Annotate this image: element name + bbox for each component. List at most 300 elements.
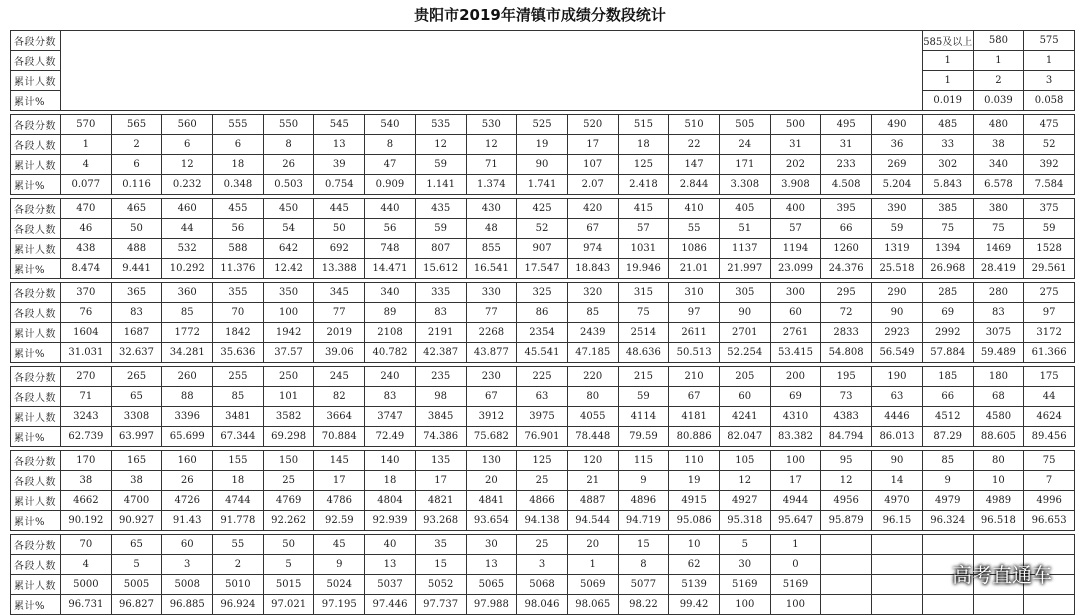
cell-counts: 59 bbox=[1024, 219, 1075, 239]
cell-counts: 12 bbox=[415, 135, 466, 155]
cell-cumulative: 26 bbox=[263, 155, 314, 175]
cell-cumulative: 2439 bbox=[567, 323, 618, 343]
cell-percent: 59.489 bbox=[973, 343, 1024, 363]
cell-scores: 380 bbox=[973, 199, 1024, 219]
cell-scores: 485 bbox=[922, 115, 973, 135]
cell-scores: 565 bbox=[111, 115, 162, 135]
cell-counts: 83 bbox=[973, 303, 1024, 323]
cell-counts: 17 bbox=[314, 471, 365, 491]
cell-counts: 2 bbox=[111, 135, 162, 155]
cell-cumulative: 4700 bbox=[111, 491, 162, 511]
cell-scores: 530 bbox=[466, 115, 517, 135]
table-row bbox=[11, 407, 1075, 427]
row-label-percent: 累计% bbox=[11, 511, 61, 531]
cell-cumulative: 233 bbox=[821, 155, 872, 175]
cell-cumulative: 5052 bbox=[415, 575, 466, 595]
row-label-cumulative: 累计人数 bbox=[11, 575, 61, 595]
cell-counts: 25 bbox=[517, 471, 568, 491]
cell-counts: 97 bbox=[669, 303, 720, 323]
cell-percent: 90.927 bbox=[111, 511, 162, 531]
cell-percent: 97.737 bbox=[415, 595, 466, 615]
cell-counts: 70 bbox=[213, 303, 264, 323]
row-label-cumulative: 累计人数 bbox=[11, 239, 61, 259]
cell-cumulative: 4310 bbox=[770, 407, 821, 427]
cell-cumulative: 4927 bbox=[719, 491, 770, 511]
cell-cumulative: 4956 bbox=[821, 491, 872, 511]
cell-cumulative: 125 bbox=[618, 155, 669, 175]
cell-counts: 18 bbox=[365, 471, 416, 491]
table-row bbox=[11, 259, 1075, 279]
cell-counts: 12 bbox=[719, 471, 770, 491]
cell-cumulative: 5015 bbox=[263, 575, 314, 595]
cell-scores: 480 bbox=[973, 115, 1024, 135]
cell-scores: 195 bbox=[821, 367, 872, 387]
cell-percent: 94.544 bbox=[567, 511, 618, 531]
cell-counts: 21 bbox=[567, 471, 618, 491]
cell-scores: 160 bbox=[162, 451, 213, 471]
cell-counts: 57 bbox=[770, 219, 821, 239]
cell-cumulative: 3582 bbox=[263, 407, 314, 427]
cell-scores: 20 bbox=[567, 535, 618, 555]
cell-scores: 470 bbox=[61, 199, 112, 219]
cell-scores: 220 bbox=[567, 367, 618, 387]
cell-counts: 20 bbox=[466, 471, 517, 491]
cell-percent: 91.778 bbox=[213, 511, 264, 531]
cell-scores: 275 bbox=[1024, 283, 1075, 303]
cell-scores: 15 bbox=[618, 535, 669, 555]
cell-cumulative: 4446 bbox=[872, 407, 923, 427]
cell-percent: 92.262 bbox=[263, 511, 314, 531]
cell-cumulative: 3308 bbox=[111, 407, 162, 427]
cell-scores: 375 bbox=[1024, 199, 1075, 219]
cell-counts: 89 bbox=[365, 303, 416, 323]
cell-scores: 180 bbox=[973, 367, 1024, 387]
table-row bbox=[11, 427, 1075, 447]
cell-percent: 65.699 bbox=[162, 427, 213, 447]
cell-percent: 8.474 bbox=[61, 259, 112, 279]
cell-cumulative: 807 bbox=[415, 239, 466, 259]
row-label-score: 各段分数 bbox=[11, 199, 61, 219]
cell-counts: 75 bbox=[973, 219, 1024, 239]
cell-cumulative: 4181 bbox=[669, 407, 720, 427]
cell-scores: 240 bbox=[365, 367, 416, 387]
cell-counts: 5 bbox=[263, 555, 314, 575]
cell-percent: 2.844 bbox=[669, 175, 720, 195]
cell-scores: 55 bbox=[213, 535, 264, 555]
cell-scores: 120 bbox=[567, 451, 618, 471]
cell-counts: 8 bbox=[365, 135, 416, 155]
cell-cumulative: 5139 bbox=[669, 575, 720, 595]
cell-percent: 5.843 bbox=[922, 175, 973, 195]
cell-percent: 100 bbox=[770, 595, 821, 615]
cell-counts: 38 bbox=[111, 471, 162, 491]
cell-counts: 22 bbox=[669, 135, 720, 155]
cell-counts: 19 bbox=[517, 135, 568, 155]
row-label-score: 各段分数 bbox=[11, 115, 61, 135]
cell-percent: 97.195 bbox=[314, 595, 365, 615]
cell-cumulative: 2833 bbox=[821, 323, 872, 343]
cell-cumulative: 1394 bbox=[922, 239, 973, 259]
cell-cumulative: 4786 bbox=[314, 491, 365, 511]
table-row bbox=[11, 175, 1075, 195]
cell-cumulative: 202 bbox=[770, 155, 821, 175]
table-row bbox=[11, 219, 1075, 239]
cell-counts: 67 bbox=[669, 387, 720, 407]
cell-percent: 82.047 bbox=[719, 427, 770, 447]
cell-cumulative: 6 bbox=[111, 155, 162, 175]
cell-scores bbox=[1024, 535, 1075, 555]
cell-percent: 25.518 bbox=[872, 259, 923, 279]
cell-counts: 13 bbox=[314, 135, 365, 155]
cell-counts: 50 bbox=[111, 219, 162, 239]
cell-cumulative: 2514 bbox=[618, 323, 669, 343]
cell-scores: 370 bbox=[61, 283, 112, 303]
cell-percent: 11.376 bbox=[213, 259, 264, 279]
cell-cumulative: 2611 bbox=[669, 323, 720, 343]
cell-percent: 92.59 bbox=[314, 511, 365, 531]
cell-counts: 3 bbox=[162, 555, 213, 575]
cell-counts: 1 bbox=[567, 555, 618, 575]
cell-cumulative: 692 bbox=[314, 239, 365, 259]
cell-scores: 280 bbox=[973, 283, 1024, 303]
cell-scores: 465 bbox=[111, 199, 162, 219]
cell-counts: 2 bbox=[213, 555, 264, 575]
cell-scores: 235 bbox=[415, 367, 466, 387]
cell-scores: 260 bbox=[162, 367, 213, 387]
cell-cumulative: 2923 bbox=[872, 323, 923, 343]
cell-cumulative: 4769 bbox=[263, 491, 314, 511]
cell-counts: 85 bbox=[162, 303, 213, 323]
cell-counts: 77 bbox=[314, 303, 365, 323]
cell-counts: 9 bbox=[922, 471, 973, 491]
cell-scores: 165 bbox=[111, 451, 162, 471]
cell-percent: 100 bbox=[719, 595, 770, 615]
cell-percent: 80.886 bbox=[669, 427, 720, 447]
cell-percent: 0.503 bbox=[263, 175, 314, 195]
cell-counts: 67 bbox=[466, 387, 517, 407]
row-label-score: 各段分数 bbox=[11, 367, 61, 387]
cell-counts bbox=[821, 555, 872, 575]
cell-scores: 510 bbox=[669, 115, 720, 135]
cell-cumulative: 4996 bbox=[1024, 491, 1075, 511]
cell-counts: 31 bbox=[770, 135, 821, 155]
cell-percent: 7.584 bbox=[1024, 175, 1075, 195]
row-label-cumulative: 累计人数 bbox=[11, 155, 61, 175]
cell-cumulative: 1086 bbox=[669, 239, 720, 259]
cell-percent: 92.939 bbox=[365, 511, 416, 531]
cell-cumulative: 5065 bbox=[466, 575, 517, 595]
cell-cumulative: 5169 bbox=[719, 575, 770, 595]
cell-scores: 415 bbox=[618, 199, 669, 219]
cell-scores: 455 bbox=[213, 199, 264, 219]
cell-scores: 570 bbox=[61, 115, 112, 135]
cell-percent: 24.376 bbox=[821, 259, 872, 279]
cell-scores: 540 bbox=[365, 115, 416, 135]
cell-percent bbox=[922, 595, 973, 615]
cell-scores bbox=[872, 535, 923, 555]
cell-cumulative: 39 bbox=[314, 155, 365, 175]
cell-scores: 50 bbox=[263, 535, 314, 555]
cell-counts: 97 bbox=[1024, 303, 1075, 323]
cell-scores: 345 bbox=[314, 283, 365, 303]
cell-counts: 3 bbox=[517, 555, 568, 575]
cell-counts: 98 bbox=[415, 387, 466, 407]
cell-cumulative: 4896 bbox=[618, 491, 669, 511]
cell-scores: 355 bbox=[213, 283, 264, 303]
cell-cumulative: 5068 bbox=[517, 575, 568, 595]
cell-percent: 16.541 bbox=[466, 259, 517, 279]
cell-scores: 65 bbox=[111, 535, 162, 555]
cell-counts: 60 bbox=[770, 303, 821, 323]
cell-scores: 300 bbox=[770, 283, 821, 303]
cell-percent: 1.374 bbox=[466, 175, 517, 195]
cell-percent bbox=[821, 595, 872, 615]
cell-scores: 285 bbox=[922, 283, 973, 303]
cell-scores: 250 bbox=[263, 367, 314, 387]
table-row bbox=[11, 343, 1075, 363]
table-row bbox=[11, 71, 1075, 91]
row-label-cumulative: 累计人数 bbox=[11, 491, 61, 511]
cell-percent: 88.605 bbox=[973, 427, 1024, 447]
cell-scores: 580 bbox=[973, 31, 1024, 51]
cell-counts: 26 bbox=[162, 471, 213, 491]
cell-percent: 12.42 bbox=[263, 259, 314, 279]
cell-scores: 40 bbox=[365, 535, 416, 555]
cell-percent: 0.077 bbox=[61, 175, 112, 195]
cell-scores: 505 bbox=[719, 115, 770, 135]
cell-counts: 1 bbox=[922, 51, 973, 71]
cell-percent: 96.653 bbox=[1024, 511, 1075, 531]
cell-scores: 115 bbox=[618, 451, 669, 471]
cell-cumulative: 147 bbox=[669, 155, 720, 175]
cell-percent bbox=[872, 595, 923, 615]
cell-scores: 10 bbox=[669, 535, 720, 555]
cell-percent: 0.116 bbox=[111, 175, 162, 195]
cell-counts: 57 bbox=[618, 219, 669, 239]
cell-cumulative: 4944 bbox=[770, 491, 821, 511]
cell-cumulative: 4580 bbox=[973, 407, 1024, 427]
cell-percent: 15.612 bbox=[415, 259, 466, 279]
cell-scores: 550 bbox=[263, 115, 314, 135]
table-row bbox=[11, 135, 1075, 155]
cell-scores: 330 bbox=[466, 283, 517, 303]
cell-percent: 0.348 bbox=[213, 175, 264, 195]
cell-scores: 410 bbox=[669, 199, 720, 219]
cell-counts: 48 bbox=[466, 219, 517, 239]
cell-cumulative: 1469 bbox=[973, 239, 1024, 259]
cell-counts: 85 bbox=[213, 387, 264, 407]
cell-scores: 95 bbox=[821, 451, 872, 471]
cell-percent: 1.141 bbox=[415, 175, 466, 195]
cell-percent: 17.547 bbox=[517, 259, 568, 279]
cell-counts: 80 bbox=[567, 387, 618, 407]
cell-cumulative: 4989 bbox=[973, 491, 1024, 511]
cell-counts: 13 bbox=[466, 555, 517, 575]
cell-scores: 445 bbox=[314, 199, 365, 219]
cell-cumulative: 4114 bbox=[618, 407, 669, 427]
cell-percent: 47.185 bbox=[567, 343, 618, 363]
cell-scores: 145 bbox=[314, 451, 365, 471]
cell-cumulative bbox=[821, 575, 872, 595]
cell-scores: 430 bbox=[466, 199, 517, 219]
cell-counts: 69 bbox=[922, 303, 973, 323]
cell-cumulative: 4241 bbox=[719, 407, 770, 427]
cell-cumulative: 171 bbox=[719, 155, 770, 175]
table-row bbox=[11, 387, 1075, 407]
cell-scores: 405 bbox=[719, 199, 770, 219]
cell-cumulative: 2268 bbox=[466, 323, 517, 343]
cell-counts: 83 bbox=[365, 387, 416, 407]
cell-cumulative: 4915 bbox=[669, 491, 720, 511]
cell-scores: 255 bbox=[213, 367, 264, 387]
cell-scores: 150 bbox=[263, 451, 314, 471]
table-row bbox=[11, 51, 1075, 71]
row-label-count: 各段人数 bbox=[11, 135, 61, 155]
cell-cumulative: 3664 bbox=[314, 407, 365, 427]
cell-percent: 72.49 bbox=[365, 427, 416, 447]
cell-counts: 10 bbox=[973, 471, 1024, 491]
cell-percent: 3.308 bbox=[719, 175, 770, 195]
cell-cumulative: 5169 bbox=[770, 575, 821, 595]
cell-percent: 79.59 bbox=[618, 427, 669, 447]
cell-counts: 82 bbox=[314, 387, 365, 407]
cell-cumulative: 4662 bbox=[61, 491, 112, 511]
row-label-score: 各段分数 bbox=[11, 451, 61, 471]
cell-counts: 5 bbox=[111, 555, 162, 575]
cell-cumulative: 5005 bbox=[111, 575, 162, 595]
cell-counts: 12 bbox=[821, 471, 872, 491]
cell-percent: 95.086 bbox=[669, 511, 720, 531]
cell-cumulative: 4383 bbox=[821, 407, 872, 427]
cell-cumulative: 5010 bbox=[213, 575, 264, 595]
cell-scores: 210 bbox=[669, 367, 720, 387]
cell-cumulative: 2992 bbox=[922, 323, 973, 343]
cell-scores: 135 bbox=[415, 451, 466, 471]
cell-scores: 200 bbox=[770, 367, 821, 387]
table-row bbox=[11, 323, 1075, 343]
cell-cumulative: 2108 bbox=[365, 323, 416, 343]
row-label-count: 各段人数 bbox=[11, 387, 61, 407]
row-label-count: 各段人数 bbox=[11, 471, 61, 491]
cell-scores: 60 bbox=[162, 535, 213, 555]
cell-scores: 310 bbox=[669, 283, 720, 303]
cell-cumulative: 3396 bbox=[162, 407, 213, 427]
cell-cumulative: 302 bbox=[922, 155, 973, 175]
cell-counts: 90 bbox=[872, 303, 923, 323]
cell-counts: 63 bbox=[872, 387, 923, 407]
cell-percent: 91.43 bbox=[162, 511, 213, 531]
cell-percent: 5.204 bbox=[872, 175, 923, 195]
cell-scores: 400 bbox=[770, 199, 821, 219]
cell-cumulative: 1 bbox=[922, 71, 973, 91]
cell-cumulative: 1528 bbox=[1024, 239, 1075, 259]
cell-cumulative: 1319 bbox=[872, 239, 923, 259]
cell-percent: 50.513 bbox=[669, 343, 720, 363]
cell-scores: 5 bbox=[719, 535, 770, 555]
table-row bbox=[11, 451, 1075, 471]
cell-scores: 365 bbox=[111, 283, 162, 303]
cell-counts: 25 bbox=[263, 471, 314, 491]
cell-counts: 14 bbox=[872, 471, 923, 491]
cell-counts: 1 bbox=[1024, 51, 1075, 71]
cell-percent: 94.719 bbox=[618, 511, 669, 531]
table-row bbox=[11, 535, 1075, 555]
cell-percent: 93.268 bbox=[415, 511, 466, 531]
cell-cumulative: 4726 bbox=[162, 491, 213, 511]
cell-counts: 46 bbox=[61, 219, 112, 239]
cell-scores: 90 bbox=[872, 451, 923, 471]
cell-percent: 98.046 bbox=[517, 595, 568, 615]
row-label-percent: 累计% bbox=[11, 259, 61, 279]
cell-percent: 56.549 bbox=[872, 343, 923, 363]
cell-cumulative: 532 bbox=[162, 239, 213, 259]
cell-percent: 99.42 bbox=[669, 595, 720, 615]
cell-counts: 17 bbox=[770, 471, 821, 491]
cell-cumulative: 1772 bbox=[162, 323, 213, 343]
cell-counts: 86 bbox=[517, 303, 568, 323]
cell-cumulative: 4866 bbox=[517, 491, 568, 511]
cell-counts: 18 bbox=[618, 135, 669, 155]
cell-scores: 155 bbox=[213, 451, 264, 471]
cell-counts: 51 bbox=[719, 219, 770, 239]
cell-percent: 57.884 bbox=[922, 343, 973, 363]
cell-percent: 76.901 bbox=[517, 427, 568, 447]
cell-scores: 555 bbox=[213, 115, 264, 135]
table-row bbox=[11, 91, 1075, 111]
cell-cumulative: 2 bbox=[973, 71, 1024, 91]
empty-cell bbox=[61, 51, 923, 71]
cell-percent: 53.415 bbox=[770, 343, 821, 363]
cell-cumulative: 1604 bbox=[61, 323, 112, 343]
row-label-score: 各段分数 bbox=[11, 535, 61, 555]
cell-scores: 35 bbox=[415, 535, 466, 555]
cell-scores: 425 bbox=[517, 199, 568, 219]
table-row bbox=[11, 199, 1075, 219]
cell-scores: 320 bbox=[567, 283, 618, 303]
cell-cumulative: 5037 bbox=[365, 575, 416, 595]
cell-counts: 38 bbox=[973, 135, 1024, 155]
table-row bbox=[11, 239, 1075, 259]
cell-counts: 15 bbox=[415, 555, 466, 575]
cell-percent: 4.508 bbox=[821, 175, 872, 195]
cell-percent: 86.013 bbox=[872, 427, 923, 447]
cell-scores: 315 bbox=[618, 283, 669, 303]
cell-scores: 420 bbox=[567, 199, 618, 219]
cell-scores: 215 bbox=[618, 367, 669, 387]
cell-scores: 460 bbox=[162, 199, 213, 219]
row-label-score: 各段分数 bbox=[11, 283, 61, 303]
cell-scores: 85 bbox=[922, 451, 973, 471]
cell-counts: 54 bbox=[263, 219, 314, 239]
cell-counts: 75 bbox=[618, 303, 669, 323]
cell-counts: 56 bbox=[213, 219, 264, 239]
cell-counts: 30 bbox=[719, 555, 770, 575]
row-label-count: 各段人数 bbox=[11, 303, 61, 323]
cell-percent: 94.138 bbox=[517, 511, 568, 531]
cell-percent: 84.794 bbox=[821, 427, 872, 447]
cell-cumulative: 1194 bbox=[770, 239, 821, 259]
cell-scores: 525 bbox=[517, 115, 568, 135]
cell-scores: 390 bbox=[872, 199, 923, 219]
cell-percent: 45.541 bbox=[517, 343, 568, 363]
cell-scores: 545 bbox=[314, 115, 365, 135]
cell-scores: 360 bbox=[162, 283, 213, 303]
cell-percent: 0.754 bbox=[314, 175, 365, 195]
cell-scores: 440 bbox=[365, 199, 416, 219]
cell-percent: 96.518 bbox=[973, 511, 1024, 531]
cell-scores: 535 bbox=[415, 115, 466, 135]
cell-cumulative: 855 bbox=[466, 239, 517, 259]
